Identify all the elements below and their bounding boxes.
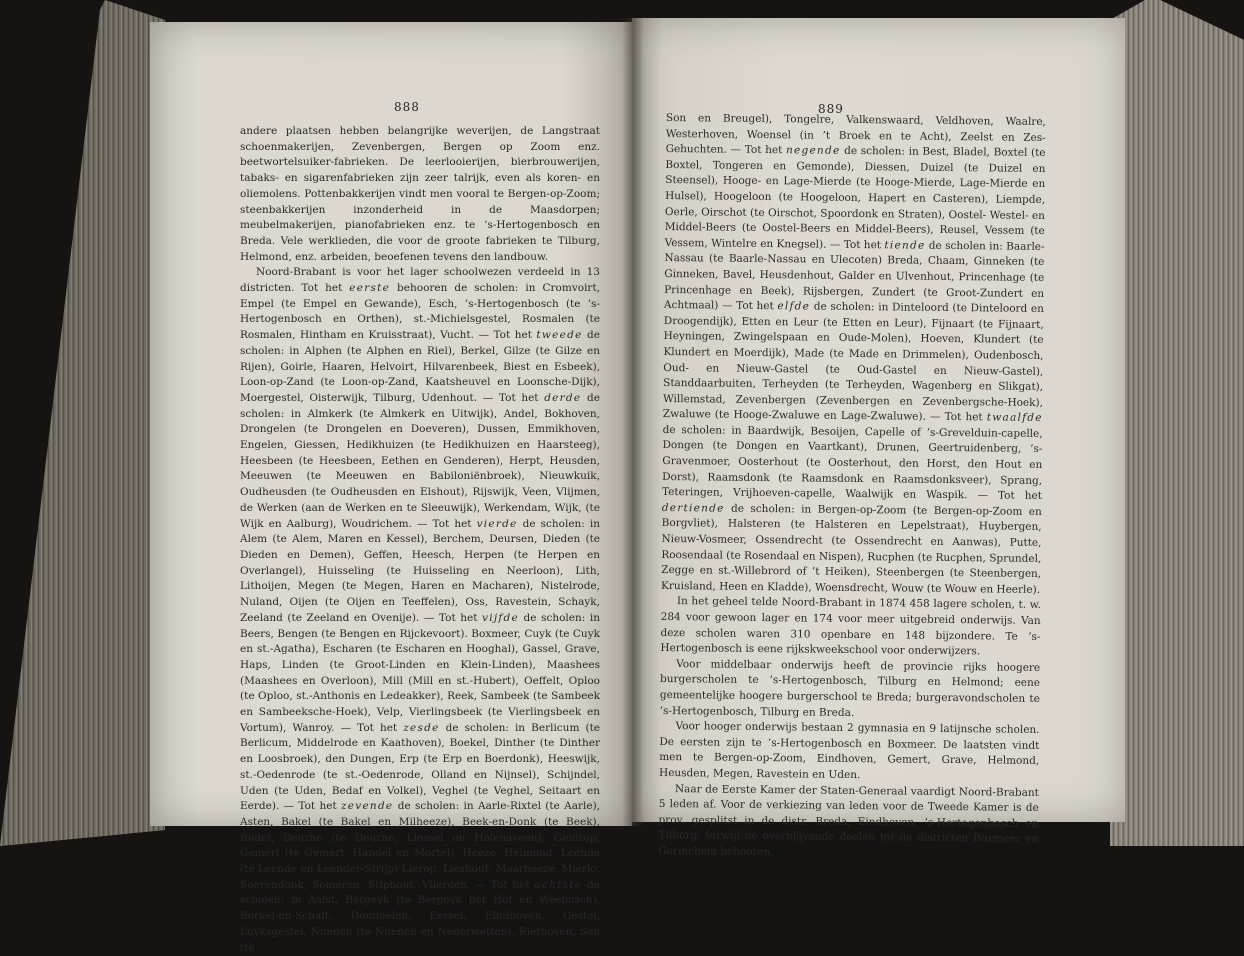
right-page-body [658,111,1046,859]
body-text-run: de scholen in: Baarle-Nassau (te Baarle-Nassau en Ulecoten) Breda, Chaam, Ginneken (te Ginneken, Bavel, Heusdenhout, Galder en Ulvenhout, Princenhage (te Princenhage en Beek), Rijsbergen, Zundert (te Groot-Zundert en Achtmaal) — Tot het [663,239,1045,313]
body-text-run: de scholen: in Beers, Bengen (te Bengen en Rijckevoort). Boxmeer, Cuyk (te Cuyk en st.-Agatha), Escharen (te Escharen en Hooghal), Gassel, Grave, Haps, Linden (te Groot-Linden en Klein-Linden), Maashees (Maashees en Overloon), Mill (Mill en st.-Hubert), Oeffelt, Oploo (te Oploo, st.-Anthonis en Ledeakker), Reek, Sambeek (te Sambeek en Sambeeksche-Hoek), Velp, Vierlingsbeek (te Vierlingsbeek en Vortum), Wanroy. — Tot het [240,611,600,734]
body-text-run: de scholen: in Bergen-op-Zoom (te Bergen-op-Zoom en Borgvliet), Halsteren (te Halsteren en Lepelstraat), Huybergen, Nieuw-Vosmeer, Ossendrecht (te Ossendrecht en Aanwas), Putte, Roosendaal (te Rosendaal en Nispen), Rucphen (te Rucphen, Sprundel, Zegge en st.-Willebrord of ’t Heiken), Steenbergen (te Steenbergen, Kruisland, Heen en Kladde), Woensdrecht, Wouw (te Wouw en Heerle). [660,502,1042,596]
body-text-run: de scholen: in Best, Bladel, Boxtel (te Boxtel, Tongeren en Gemonde), Diessen, Duizel (te Duizel en Steensel), Hooge- en Lage-Mierde (te Hooge-Mierde, Lage-Mierde en Hulsel), Hoogeloon (te Hoogeloon, Hapert en Casteren), Liempde, Oerle, Oirschot (te Oirschot, Spoordonk en Straten), Oostel- Westel- en Middel-Beers (te Oostel-Beers en Middel-Beers), Reusel, Vessem (te Vessem, Wintelre en Knegsel). — Tot het [664,145,1046,252]
body-text-run: andere plaatsen hebben belangrijke weverijen, de Langstraat schoenmakerijen, Zevenbergen, Bergen op Zoom enz. beetwortelsuiker-fabrieken. De leerlooierijen, bierbrouwerijen, tabaks- en sigarenfabrieken zijn zeer talrijk, even als koren- en oliemolens. Pottenbakkerijen vindt men vooral te Bergen-op-Zoom; steenbakkerijen inzonderheid in de Maasdorpen; meubelmakerijen, pianofabrieken enz. te ’s-Hertogenbosch en Breda. Vele werklieden, die voor de groote fabrieken te Tilburg, Helmond, enz. arbeiden, beoefenen tevens den landbouw. [240,125,600,263]
district-ordinal: derde [544,391,582,404]
body-text-run: de scholen: in Baardwijk, Besoijen, Capelle of ’s-Grevelduin-capelle, Dongen (te Dongen en Vaartkant), Drunen, Geertruidenberg, ’s-Gravenmoer, Oosterhout (te Oosterhout, den Horst, den Hout en Dorst), Raamsdonk (te Raamsdonk en Raamsdonksveer), Sprang, Teteringen, Vrijhoeven-capelle, Waalwijk en Waspik. — Tot het [661,423,1043,503]
paragraph [660,657,1041,723]
district-ordinal: elfde [777,300,811,313]
paragraph [659,719,1040,785]
right-page-number: 889 [818,102,844,116]
body-text-run: In het geheel telde Noord-Brabant in 1874 458 lagere scholen, t. w. 284 voor gewoon lager en 174 voor meer uitgebreid onderwijs. Van deze scholen waren 310 openbare en 148 bijzondere. Te ’s-Hertogenbosch is eene rijkskweekschool voor onderwijzers. [660,595,1041,658]
paragraph [660,594,1041,660]
body-text-run: de scholen: in Dinteloord (te Dinteloord en Droogendijk), Etten en Leur (te Etten en Leur), Fijnaart (te Fijnaart, Heyningen, Zwingelspaan en Oude-Molen), Hoeven, Klundert (te Klundert en Moerdijk), Made (te Made en Drimmelen), Oudenbosch, Oud- en Nieuw-Gastel (te Oud-Gastel en Nieuw-Gastel), Standdaarbuiten, Terheyden (te Terheyden, Wagenberg en Slikgat), Willemstad, Zevenbergen (Zevenbergen en Zevenbergsche-Hoek), Zwaluwe (te Hooge-Zwaluwe en Lage-Zwaluwe). — Tot het [662,300,1045,424]
body-text-run: behooren de scholen: in Cromvoirt, Empel (te Empel en Gewande), Esch, ’s-Hertogenbosch (te ’s-Hertogenbosch en Orthen), st.-Michielsgestel, Rosmalen (te Rosmalen, Hintham en Kruisstraat), Vucht. — Tot het [240,282,601,342]
district-ordinal: negende [785,144,841,158]
body-text-run: de scholen: in Alphen (te Alphen en Riel), Berkel, Gilze (te Gilze en Rijen), Goirle, Haaren, Helvoirt, Hilvarenbeek, Biest en Esbeek), Loon-op-Zand (te Loon-op-Zand, Kaatsheuvel en Loonsche-Dijk), Moergestel, Oisterwijk, Tilburg, Udenhout. — Tot het [240,329,600,404]
body-text-run: Naar de Eerste Kamer der Staten-Generaal vaardigt Noord-Brabant 5 leden af. Voor de verkiezing van leden voor de Tweede Kamer is de prov. gesplitst in de distr. Breda, Eindhoven, ’s-Hertogenbosch en Tilburg, terwijl de overblijvende deelen tot de districten Boxmeer en Gorinchem behooren. [658,782,1039,859]
body-text-run: Son en Breugel), Tongelre, Valkenswaard, Veldhoven, Waalre, Westerhoven, Woensel (in ’t Broek en te Acht), Zeelst en Zes-Gehuchten. — Tot het [665,111,1046,157]
district-ordinal: twaalfde [986,411,1043,425]
district-ordinal: zesde [403,721,440,734]
book-gutter [622,18,644,826]
district-ordinal: tweede [536,329,583,342]
left-page-edges [0,0,165,846]
body-text-run: Voor middelbaar onderwijs heeft de provincie rijks hoogere burgerscholen te ’s-Hertogenbosch, Tilburg en Helmond; eene gemeentelijke hoogere burgerschool te Breda; burgeravondscholen te ’s-Hertogenbosch, Tilburg en Breda. [659,657,1041,719]
paragraph [240,265,600,956]
body-text-run: de scholen: in Berlicum (te Berlicum, Middelrode en Kaathoven), Boekel, Dinther (te Dinther en Loosbroek), den Dungen, Erp (te Erp en Boerdonk), Heeswijk, st.-Oedenrode (te st.-Oedenrode, Olland en Nijnsel), Schijndel, Uden (te Uden, Bedaf en Volkel), Veghel (te Veghel, Seitaart en Eerde). — Tot het [240,721,600,813]
left-page-body [240,124,601,954]
body-text-run: Noord-Brabant is voor het lager schoolwezen verdeeld in 13 districten. Tot het [240,266,600,295]
district-ordinal: vijfde [482,611,519,624]
right-page-edges [1110,0,1244,846]
body-text-run: de scholen: in Almkerk (te Almkerk en Uitwijk), Andel, Bokhoven, Drongelen (te Drongelen en Doeveren), Dussen, Emmikhoven, Engelen, Giessen, Hedikhuizen (te Hedikhuizen en Haarsteeg), Heesbeen (te Heesbeen, Eethen en Genderen), Herpt, Heusden, Meeuwen (te Meeuwen en Babiloniënbroek), Nieuwkuik, Oudheusden (te Oudheusden en Elshout), Rijswijk, Veen, Vlijmen, de Werken (aan de Werken en te Sleeuwijk), Werkendam, Wijk, (te Wijk en Aalburg), Woudrichem. — Tot het [240,391,600,530]
district-ordinal: eerste [349,282,391,295]
district-ordinal: tiende [884,239,926,252]
left-page-number: 888 [394,100,420,114]
body-text-run: de scholen: in Aarle-Rixtel (te Aarle), Asten, Bakel (te Bakel en Milheeze), Beek-en-Donk (te Beek), Budel, Deurne (te Deurne, Liessel en Helenaveen), Geldrop, Gemert (te Gemert, Handel en Mortel), Heeze, Helmond, Leende (te Leende en Leender-Strijp) Lierop, Lieshout, Maarheeze, Mierlo, Soerendonk, Someren, Stiphout, Vlierden. — Tot het [240,800,601,891]
paragraph [240,124,600,265]
district-ordinal: zevende [341,800,394,813]
paragraph [661,111,1046,598]
body-text-run: de scholen: in Aalst, Bergeyk (te Bergeyk het Hof en Weebosch), Borkel-en-Schaft, Dommelen, Eersel, Eindhoven, Gestel, Luyksgestel, Nuenen (te Nuenen en Nederwetten), Riethoven, Son (te [240,878,601,954]
paragraph [658,781,1039,863]
district-ordinal: dertiende [661,501,725,515]
district-ordinal: vierde [476,517,518,530]
district-ordinal: achtste [534,878,583,891]
body-text-run: de scholen: in Alem (te Alem, Maren en Kessel), Berchem, Deursen, Dieden (te Dieden en Demen), Geffen, Heesch, Herpen (te Herpen en Overlangel), Huisseling (te Huisseling en Neerloon), Lith, Lithoijen, Megen (te Megen, Haren en Macharen), Nistelrode, Nuland, Oijen (te Oijen en Teeffelen), Oss, Ravestein, Schayk, Zeeland (te Zeeland en Ovenije). — Tot het [240,517,601,624]
body-text-run: Voor hooger onderwijs bestaan 2 gymnasia en 9 latijnsche scholen. De eersten zijn te ’s-Hertogenbosch en Boxmeer. De laatsten vindt men te Bergen-op-Zoom, Eindhoven, Gemert, Grave, Helmond, Heusden, Megen, Ravestein en Uden. [659,720,1040,782]
